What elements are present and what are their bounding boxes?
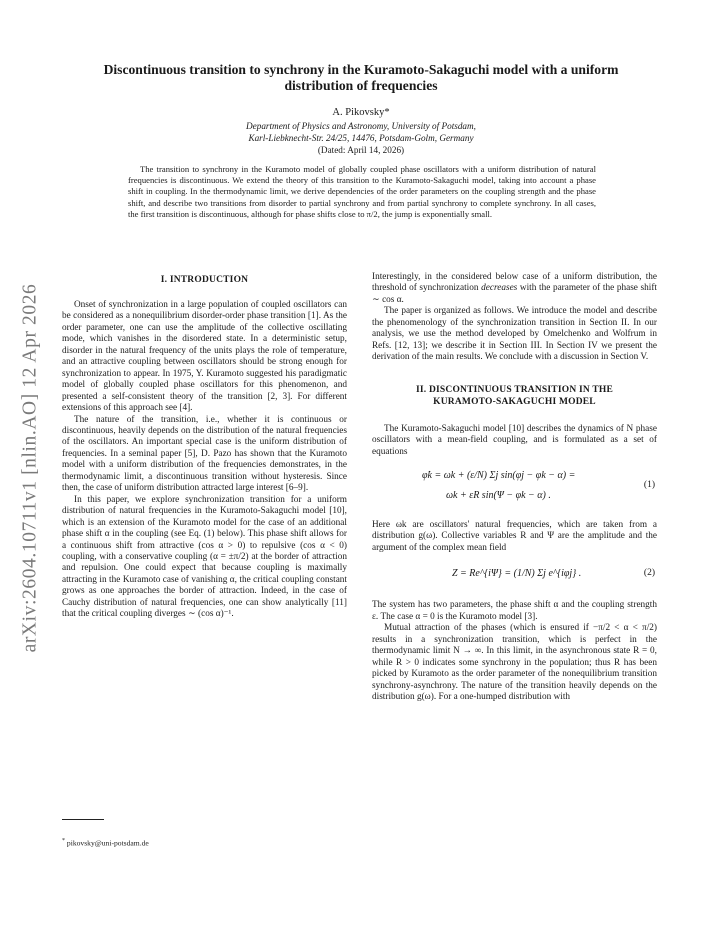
footnote-rule [62, 819, 104, 820]
right-p1-emphasis: decreases [481, 283, 518, 294]
left-column [62, 272, 347, 621]
section-2-heading [372, 384, 657, 408]
right-column [372, 272, 657, 703]
right-p1-text-b: with the parameter of the phase shift ∼ cos α. [372, 283, 657, 305]
arxiv-identifier-stamp [8, 248, 52, 688]
section-2-paragraph-4: Mutual attraction of the phases (which is ensured if −π/2 < α < π/2) results in a synchronization transition, which is perfect in the thermodynamic limit N → ∞. In this limit, in the asynchronous state R = 0, while R > 0 indicates some synchrony in the population; thus R has been picked by Kuramoto as the order parameter of the nonequilibrium transition synchrony-asynchrony. The nature of the transition heavily depends on the distribution g(ω). For a one-humped distribution with [372, 623, 657, 702]
date-line: (Dated: April 14, 2026) [317, 145, 405, 155]
intro-paragraph-2: The nature of the transition, i.e., whether it is continuous or discontinuous, heavily depends on the distribution of the natural frequencies of the oscillators. An important special case is the uniform distribution of frequencies. In a seminal paper [5], D. Pazo has shown that the Kuramoto model with a uniform distribution of the frequencies demonstrates, in the thermodynamic limit, a discontinuous transition without hysteresis. Since then, the case of uniform distribution attracted large interest [6–9]. [62, 414, 347, 494]
equation-2-number: (2) [643, 568, 655, 579]
paper-title: Discontinuous transition to synchrony in the Kuramoto-Sakaguchi model with a uniform distribution of frequencies [103, 62, 619, 93]
section-2-heading-line-1: II. DISCONTINUOUS TRANSITION IN THE [416, 384, 613, 395]
intro-paragraph-3: In this paper, we explore synchronization transition for a uniform distribution of natural frequencies in the Kuramoto-Sakaguchi model [10], which is an extension of the Kuramoto model for the case of an additional phase shift α in the coupling (see Eq. (1) below). This phase shift allows for a continuous shift from attractive (cos α > 0) to repulsive (cos α < 0) coupling, with a conservative coupling (α = ±π/2) at the border of attraction and repulsion. One could expect that because coupling is maximally attracting in the Kuramoto case of vanishing α, the critical coupling constant grows as one approaches the border of attraction. Indeed, in the case of Cauchy distribution of natural frequencies, one can show analytically [11] that the critical coupling diverges ∼ (cos α)⁻¹. [62, 494, 347, 620]
equation-2 [372, 562, 657, 592]
section-2-heading-line-2: KURAMOTO-SAKAGUCHI MODEL [433, 396, 596, 407]
equation-1-line-2: ωk + εR sin(Ψ − φk − α) . [446, 489, 551, 501]
author-name: A. Pikovsky* [332, 107, 390, 118]
affiliation-line-2: Karl-Liebknecht-Str. 24/25, 14476, Potsdam-Golm, Germany [248, 132, 474, 143]
footnote [62, 838, 149, 848]
equation-1-number: (1) [643, 479, 655, 490]
arxiv-identifier-text: arXiv:2604.10711v1 [nlin.AO] 12 Apr 2026 [19, 283, 40, 653]
equation-1-line-1: φ̇k = ωk + (ε/N) Σj sin(φj − φk − α) = [422, 469, 576, 481]
affiliation [80, 121, 642, 144]
section-1-heading: I. INTRODUCTION [160, 275, 249, 285]
right-paragraph-2: The paper is organized as follows. We introduce the model and describe the phenomenology of the synchronization transition in Section II. In our analysis, we use the method developed by Omelchenko and Wolfrum in Refs. [12, 13]; we describe it in Section III. In Section IV we present the derivation of the main results. We conclude with a discussion in Section V. [372, 306, 657, 363]
affiliation-line-1: Department of Physics and Astronomy, University of Potsdam, [246, 121, 476, 131]
section-2-paragraph-1: The Kuramoto-Sakaguchi model [10] describes the dynamics of N phase oscillators with a mean-field coupling, and is formulated as a set of equations [372, 423, 657, 457]
right-p1-text-a: Interestingly, in the considered below case of a uniform distribution, the threshold of synchronization [372, 272, 657, 294]
section-2-paragraph-3: The system has two parameters, the phase shift α and the coupling strength ε. The case α = 0 is the Kuramoto model [3]. [372, 600, 657, 622]
abstract: The transition to synchrony in the Kuramoto model of globally coupled phase oscillators with a uniform distribution of natural frequencies is discontinuous. We extend the theory of this transition to the Kuramoto-Sakaguchi model, taking into account a phase shift in coupling. In the thermodynamic limit, we derive dependencies of the order parameters on the coupling strength and the phase shift, and describe two transitions from disorder to partial synchrony and from partial synchrony to complete synchrony. In all cases, the first transition is discontinuous, although for phase shifts close to π/2, the jump is exponentially small. [128, 164, 596, 219]
equation-1 [372, 466, 657, 512]
equation-2-body: Z = Re^{iΨ} = (1/N) Σj e^{iφj} . [452, 568, 582, 580]
right-paragraph-1 [372, 272, 657, 306]
footnote-mark: * [62, 838, 65, 844]
equation-1-body [422, 466, 575, 506]
intro-paragraph-1: Onset of synchronization in a large population of coupled oscillators can be considered as a nonequilibrium disorder-order phase transition [1]. As the order parameter, one can use the amplitude of the collective oscillating mode, which vanishes in the disordered state. In a deterministic setup, disorder in the natural frequency of the units plays the role of temperature, and an attractive coupling between oscillators should be strong enough for synchronization to appear. In 1975, Y. Kuramoto suggested his paradigmatic model of globally coupled phase oscillators for this phenomenon, and presented a self-consistent theory of the transition [2, 3]. For different extensions of this approach see [4]. [62, 300, 347, 414]
footnote-email: pikovsky@uni-potsdam.de [66, 838, 149, 848]
section-2-paragraph-2: Here ωk are oscillators' natural frequencies, which are taken from a distribution g(ω). Collective variables R and Ψ are the amplitude and the argument of the complex mean field [372, 519, 657, 553]
